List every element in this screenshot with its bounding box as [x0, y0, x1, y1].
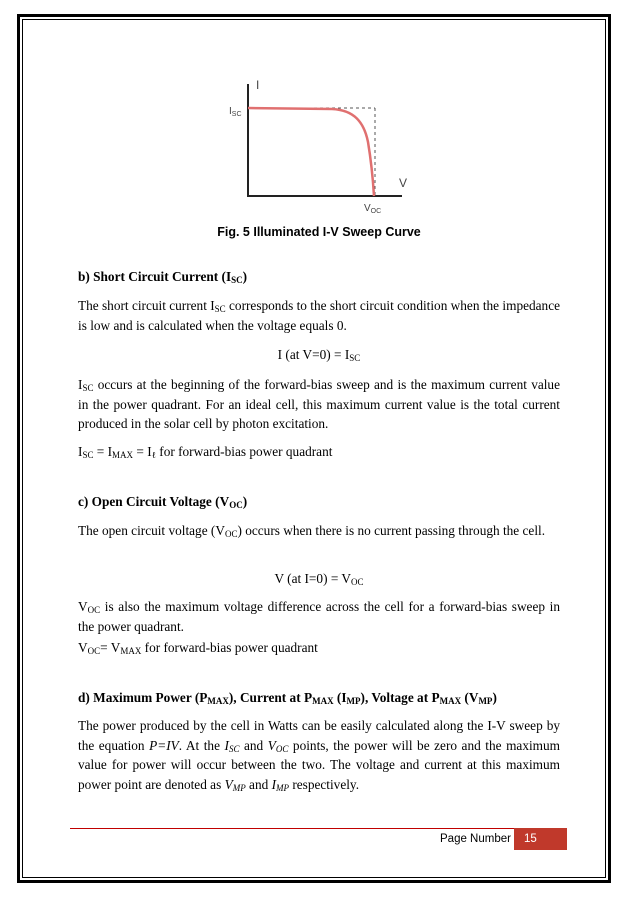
section-c-relation: $V_{OC}= V_{MAX}$ for forward-bias power quadrant: [78, 640, 318, 656]
section-d-paragraph: The power produced by the cell in Watts can be easily calculated along the I-V sweep by the equation P=IV. At the $I_{SC}$ and $V_{OC}$ points, the power will be zero and the maximum value for power will occur between the two. The voltage and current at this maximum power point are denoted as $V_{MP}$ and $I_{MP}$ respectively.: [78, 718, 560, 793]
iv-curve-figure: [222, 72, 416, 220]
section-b-paragraph-1: The short circuit current $I_{SC}$ corresponds to the short circuit condition when the impedance is low and is calculated when the voltage equals 0.: [78, 298, 560, 333]
iv-curve-line: [248, 108, 374, 196]
x-axis-label: V: [399, 176, 408, 190]
voc-label: $V_{OC}$: [364, 203, 382, 215]
section-c-paragraph-2: $V_{OC}$ is also the maximum voltage difference across the cell for a forward-bias sweep in the power quadrant.: [78, 599, 560, 634]
section-c-equation: V (at $I=0) = V_{OC}$: [274, 571, 364, 587]
isc-label: $I_{SC}$: [229, 106, 242, 118]
footer-page-label: Page Number: [440, 833, 511, 845]
section-d-heading: d) Maximum Power $(P_{MAX})$, Current at $P_{MAX}$ $(I_{MP})$, Voltage at $P_{MAX}$ $(V_{MP})$: [78, 690, 497, 706]
y-axis-label: I: [256, 78, 260, 92]
figure-caption: Fig. 5 Illuminated I-V Sweep Curve: [217, 225, 421, 239]
section-c-paragraph-1: The open circuit voltage $(V_{OC})$ occurs when there is no current passing through the cell.: [78, 523, 546, 539]
section-c-heading: c) Open Circuit Voltage $(V_{OC})$: [78, 494, 248, 510]
section-b-relation: $I_{SC} = I_{MAX} = I_\ell$ for forward-bias power quadrant: [78, 444, 333, 460]
section-b-equation: I (at $V=0) = I_{SC}$: [277, 347, 361, 363]
footer-page-number: 15: [514, 828, 567, 850]
section-b-heading: b) Short Circuit Current $(I_{SC})$: [78, 269, 248, 285]
section-b-paragraph-2: $I_{SC}$ occurs at the beginning of the forward-bias sweep and is the maximum current value in the power quadrant. For an ideal cell, this maximum current value is the total current produced in the solar cell by photon excitation.: [78, 377, 560, 431]
